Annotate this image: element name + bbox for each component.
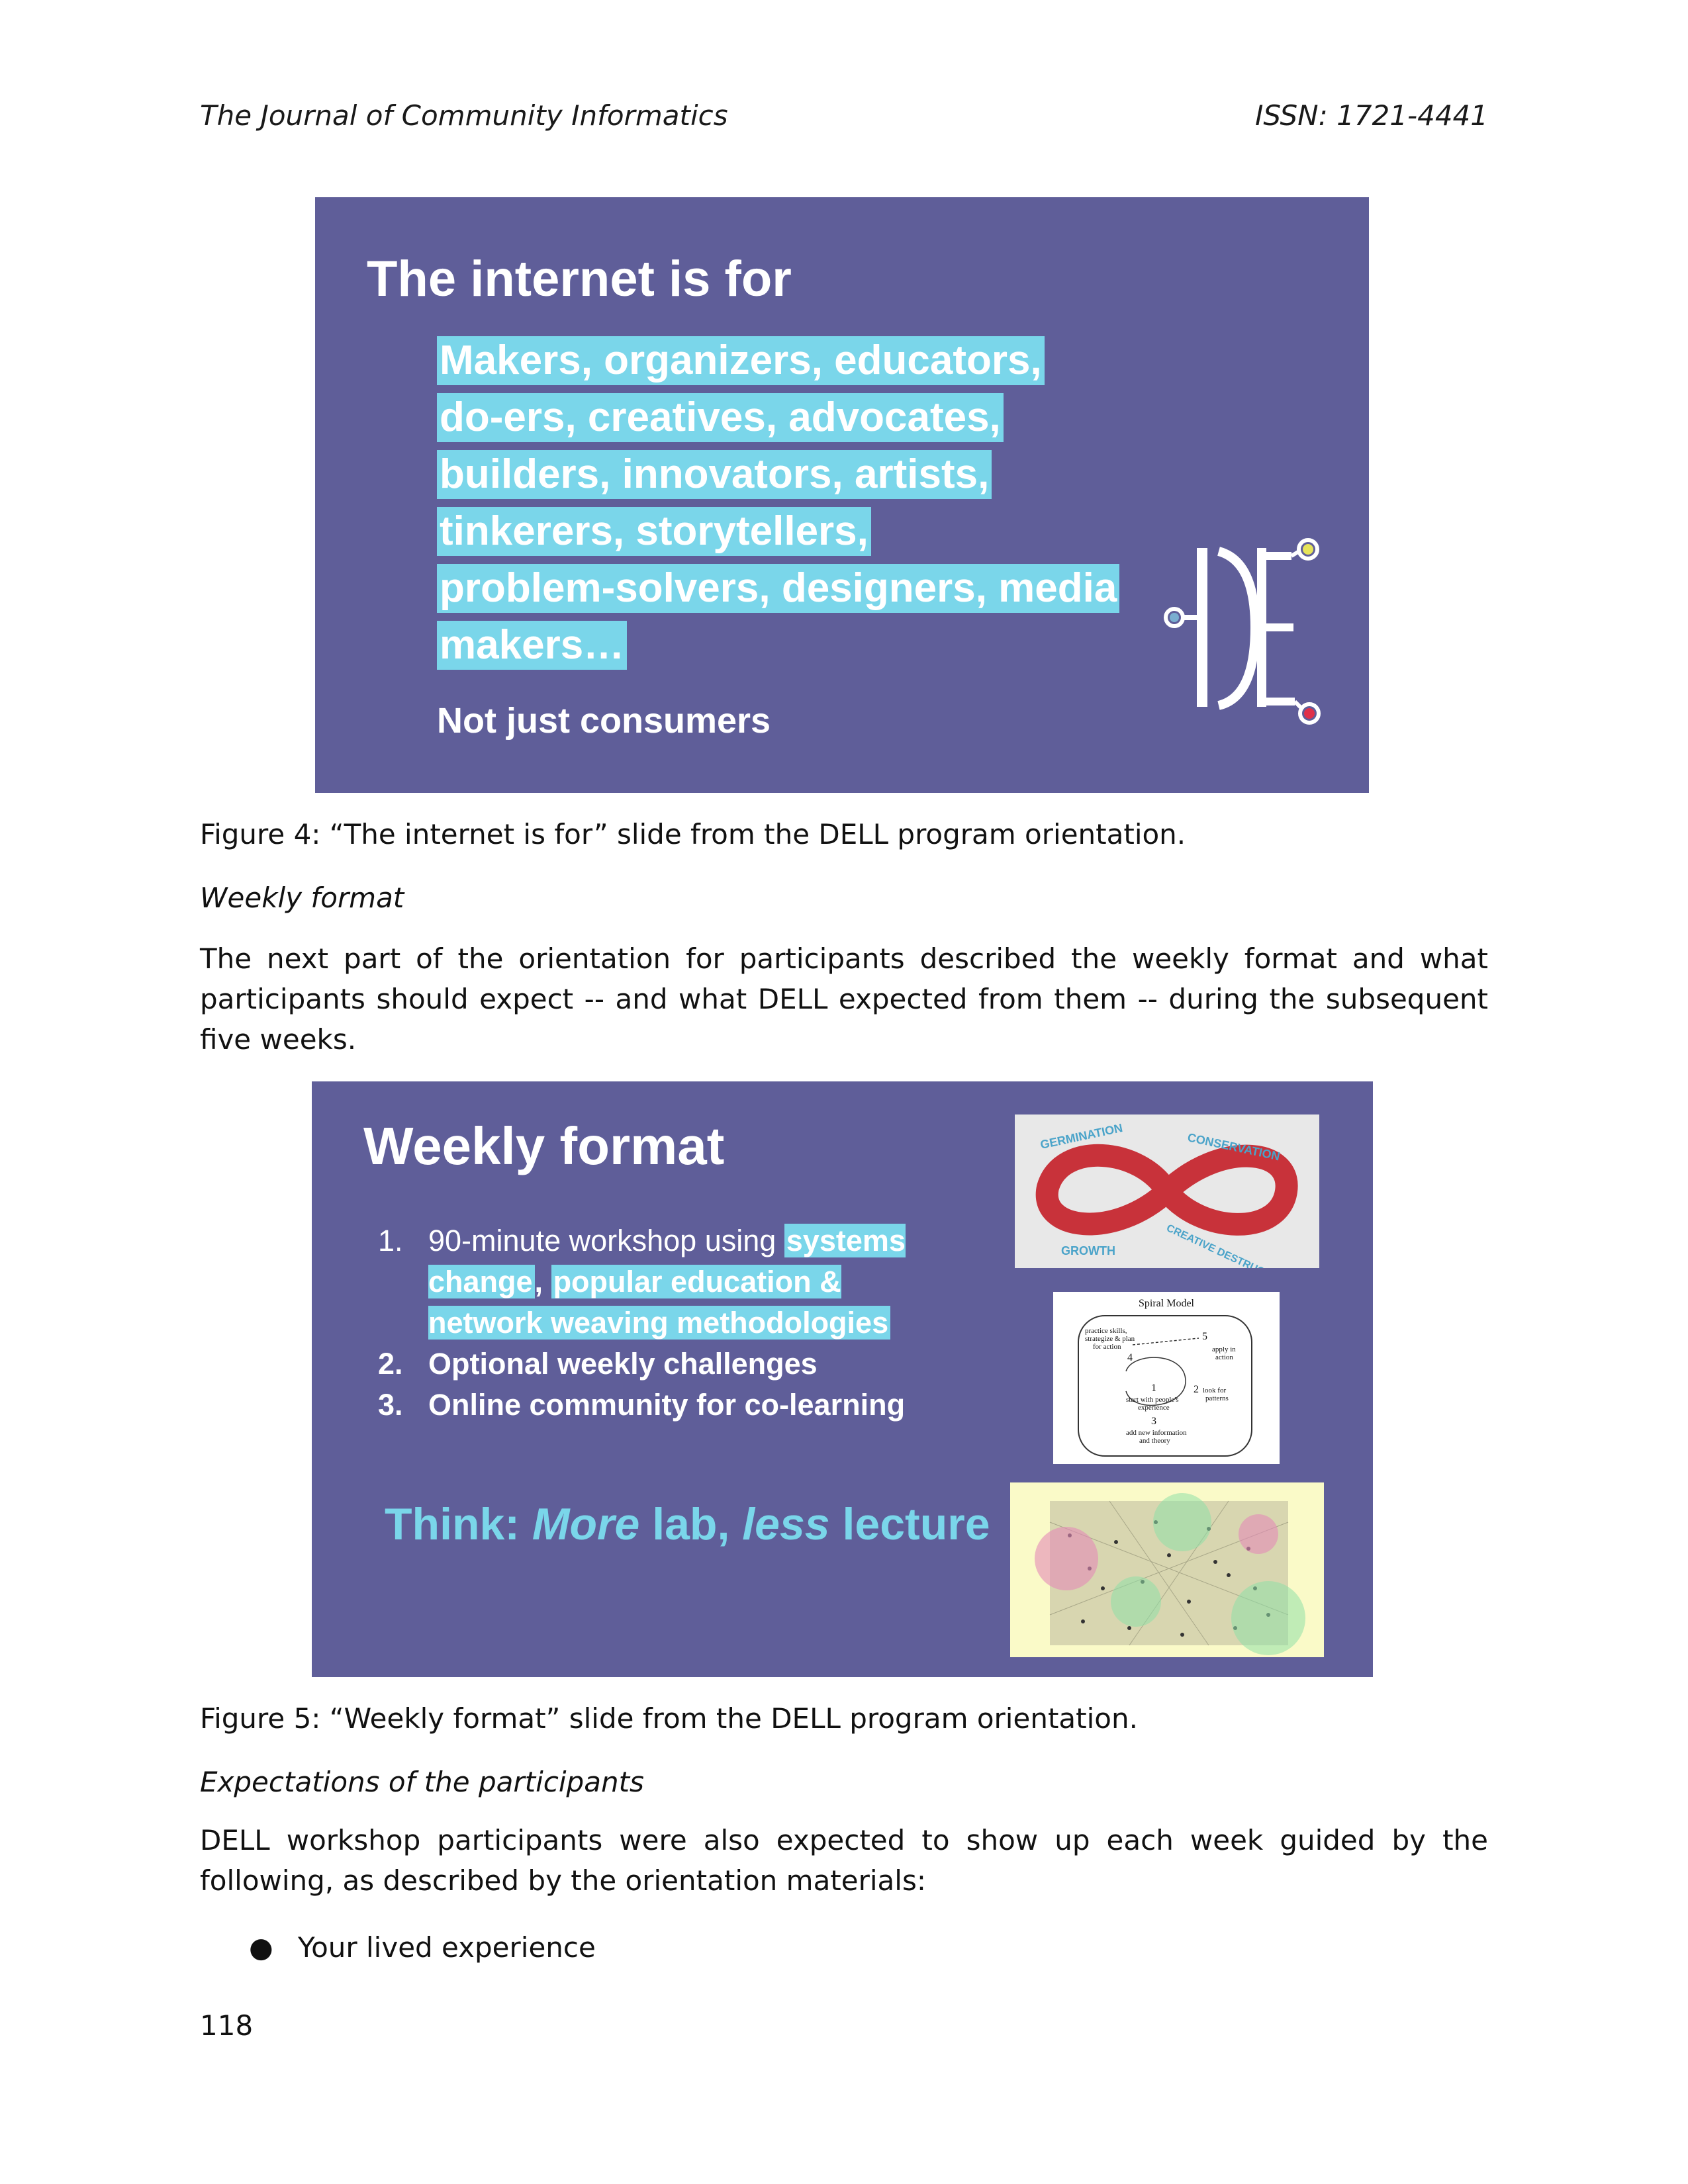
spiral-number: 1 bbox=[1151, 1383, 1156, 1394]
item-number: 2. bbox=[378, 1347, 403, 1381]
item-separator: , bbox=[534, 1265, 551, 1298]
spiral-step3-line1: add new information bbox=[1126, 1429, 1187, 1437]
label-growth: GROWTH bbox=[1061, 1244, 1115, 1257]
weekly-format-list bbox=[378, 1220, 947, 1426]
bullet-item bbox=[249, 1931, 596, 1964]
label-germination: GERMINATION bbox=[1039, 1121, 1124, 1152]
item-number: 1. bbox=[378, 1224, 403, 1257]
journal-title: The Journal of Community Informatics bbox=[200, 99, 728, 132]
think-part: lecture bbox=[829, 1499, 990, 1549]
spiral-step4-line3: for action bbox=[1093, 1343, 1121, 1351]
section-heading-weekly-format: Weekly format bbox=[200, 882, 404, 914]
spiral-model-image bbox=[1053, 1292, 1280, 1464]
think-part: lab, bbox=[639, 1499, 743, 1549]
list-item bbox=[378, 1385, 947, 1426]
bullet-text: Your lived experience bbox=[298, 1931, 596, 1964]
spiral-step2-line1: look for bbox=[1203, 1387, 1227, 1394]
spiral-step1-line1: start with people's bbox=[1126, 1396, 1179, 1404]
spiral-step2-line2: patterns bbox=[1205, 1394, 1229, 1402]
think-more: More bbox=[532, 1499, 640, 1549]
highlight-systems-change: systems change bbox=[428, 1224, 906, 1298]
item-text: 90-minute workshop using bbox=[428, 1224, 784, 1257]
label-conservation: CONSERVATION bbox=[1186, 1130, 1282, 1163]
label-creative-destruction: CREATIVE DESTRUCTION bbox=[1164, 1222, 1289, 1268]
highlighted-list bbox=[437, 336, 1231, 678]
slide-footer: Not just consumers bbox=[437, 701, 771, 741]
list-line: Makers, organizers, educators, bbox=[437, 336, 1045, 385]
page-number: 118 bbox=[200, 2009, 254, 2042]
spiral-step4-line1: practice skills, bbox=[1085, 1327, 1127, 1335]
spiral-number: 4 bbox=[1127, 1352, 1133, 1363]
adaptive-cycle-image bbox=[1015, 1115, 1319, 1268]
list-item bbox=[378, 1343, 947, 1385]
list-line: makers… bbox=[437, 621, 627, 670]
bullet-dot-icon: ● bbox=[249, 1931, 273, 1964]
spiral-number: 3 bbox=[1151, 1416, 1156, 1427]
list-line: tinkerers, storytellers, bbox=[437, 507, 871, 556]
figure-4-caption: Figure 4: “The internet is for” slide from the DELL program orientation. bbox=[200, 818, 1186, 850]
crowd-network-image bbox=[1010, 1482, 1324, 1657]
section-heading-expectations: Expectations of the participants bbox=[200, 1766, 644, 1798]
list-line: problem-solvers, designers, media bbox=[437, 564, 1119, 613]
list-item bbox=[378, 1220, 947, 1343]
paragraph-expectations: DELL workshop participants were also expected to show up each week guided by the following, as described by the orientation materials: bbox=[200, 1824, 1488, 1897]
slide-title: The internet is for bbox=[367, 251, 792, 307]
spiral-step3-line2: and theory bbox=[1139, 1437, 1170, 1445]
list-line: builders, innovators, artists, bbox=[437, 450, 992, 499]
spiral-title: Spiral Model bbox=[1139, 1298, 1194, 1309]
spiral-step1-line2: experience bbox=[1138, 1404, 1170, 1412]
figure-4-slide bbox=[315, 197, 1369, 793]
figure-5-caption: Figure 5: “Weekly format” slide from the DELL program orientation. bbox=[200, 1702, 1138, 1735]
item-text: Online community for co-learning bbox=[428, 1388, 906, 1422]
think-tagline bbox=[385, 1498, 990, 1550]
spiral-number: 2 bbox=[1194, 1384, 1199, 1395]
think-part: Think: bbox=[385, 1499, 532, 1549]
spiral-step5-line2: action bbox=[1215, 1353, 1233, 1361]
spiral-step4-line2: strategize & plan bbox=[1085, 1335, 1135, 1343]
item-text: Optional weekly challenges bbox=[428, 1347, 818, 1381]
item-number: 3. bbox=[378, 1388, 403, 1422]
think-less: less bbox=[742, 1499, 830, 1549]
figure-5-slide bbox=[312, 1081, 1373, 1677]
spiral-number: 5 bbox=[1202, 1331, 1207, 1342]
list-line: do-ers, creatives, advocates, bbox=[437, 393, 1004, 442]
slide-title: Weekly format bbox=[363, 1116, 725, 1175]
spiral-step5-line1: apply in bbox=[1212, 1345, 1236, 1353]
issn: ISSN: 1721-4441 bbox=[1254, 99, 1488, 132]
highlight-methodologies: popular education & network weaving methodologies bbox=[428, 1265, 890, 1340]
paragraph-weekly-format: The next part of the orientation for participants described the weekly format and what participants should expect -- and what DELL expected from them -- during the subsequent five weeks. bbox=[200, 942, 1488, 1056]
dell-logo bbox=[1156, 535, 1328, 733]
